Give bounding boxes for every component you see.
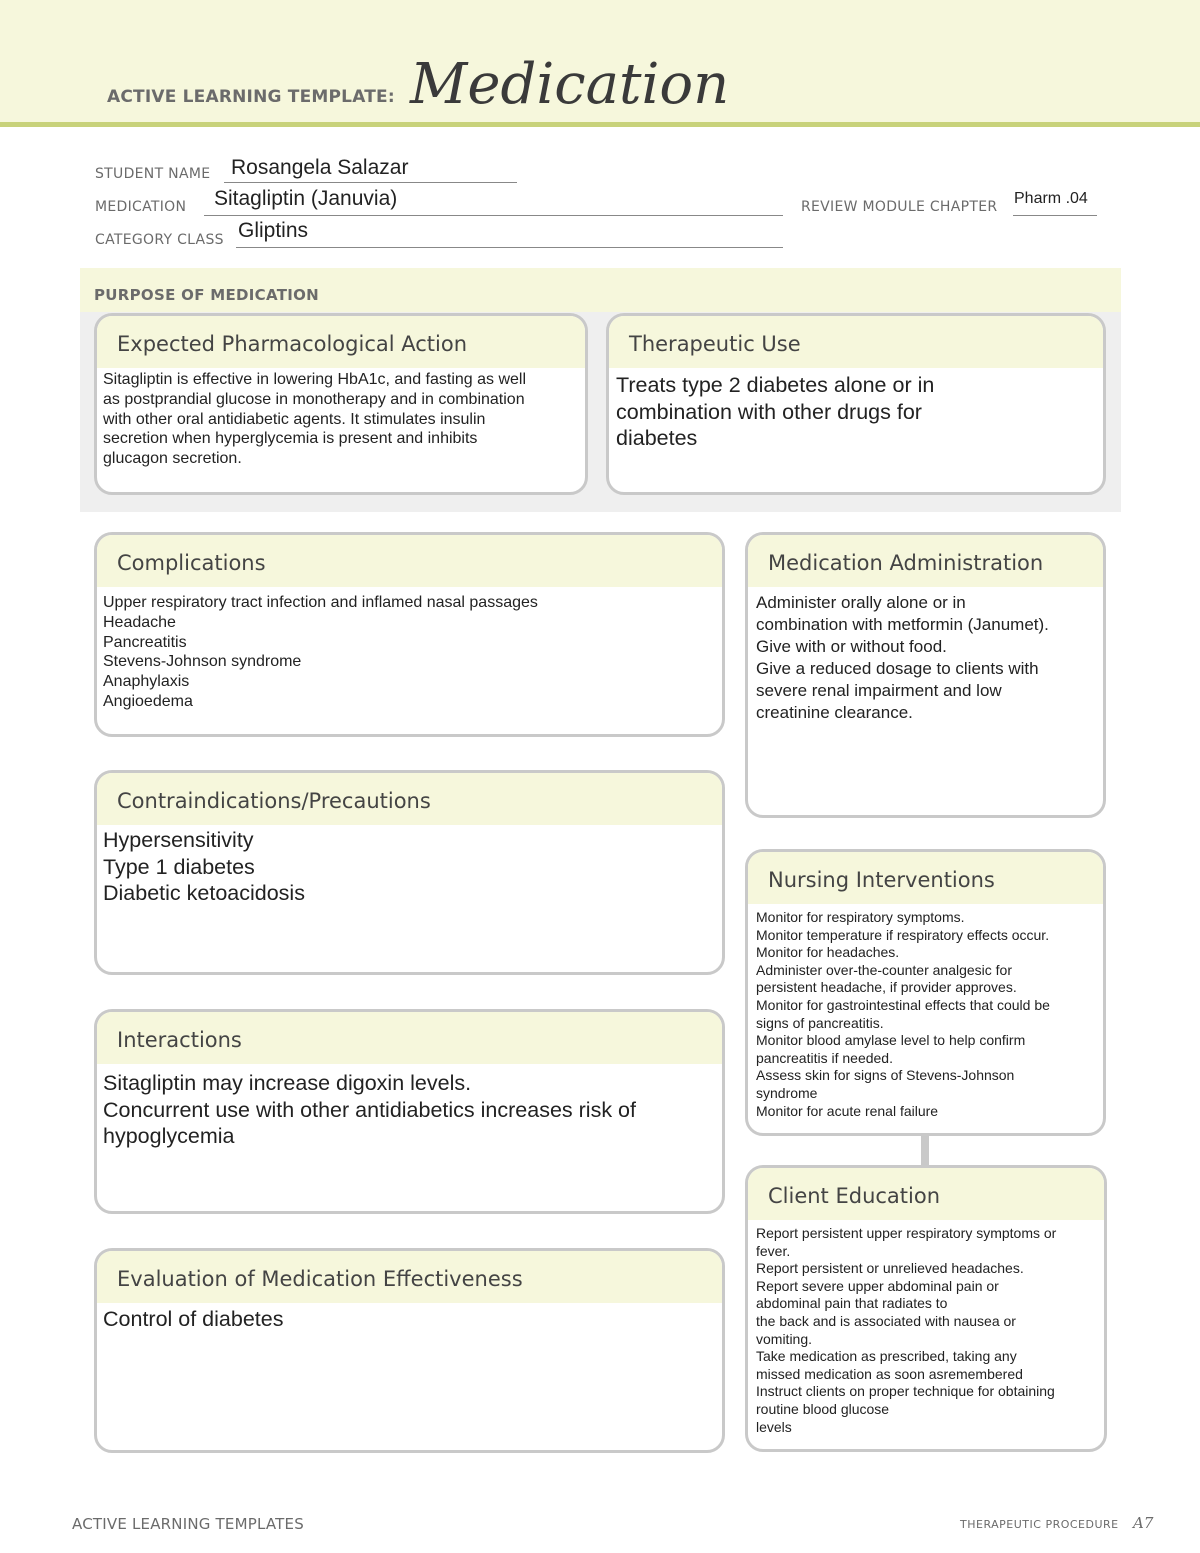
category-class-underline bbox=[236, 247, 783, 248]
expected-action-line: Sitagliptin is effective in lowering HbA1c, and fasting as well bbox=[103, 371, 527, 388]
expected-action-title: Expected Pharmacological Action bbox=[97, 316, 585, 368]
evaluation-title: Evaluation of Medication Effectiveness bbox=[97, 1251, 722, 1303]
nursing-interventions-card bbox=[745, 849, 1106, 1136]
nursing-line: signs of pancreatitis. bbox=[756, 1014, 884, 1031]
expected-action-line: with other oral antidiabetic agents. It stimulates insulin bbox=[103, 410, 486, 428]
category-class-label: CATEGORY CLASS bbox=[95, 232, 224, 248]
complications-line: Pancreatitis bbox=[103, 633, 187, 651]
interactions-line: Sitagliptin may increase digoxin levels. bbox=[103, 1071, 472, 1095]
nursing-line: Administer over-the-counter analgesic for bbox=[756, 961, 1013, 978]
therapeutic-use-line: Treats type 2 diabetes alone or in bbox=[616, 373, 935, 397]
education-line: vomiting. bbox=[756, 1330, 813, 1347]
education-line: Report persistent upper respiratory symptoms or bbox=[756, 1225, 1057, 1241]
medication-underline bbox=[204, 215, 783, 216]
education-line: routine blood glucose bbox=[756, 1400, 890, 1417]
education-line: fever. bbox=[756, 1242, 791, 1259]
expected-action-card bbox=[94, 313, 588, 495]
contraindications-line: Diabetic ketoacidosis bbox=[103, 881, 305, 905]
section-connector bbox=[921, 1134, 929, 1167]
education-line: missed medication as soon asremembered bbox=[756, 1365, 1023, 1382]
education-line: levels bbox=[756, 1418, 792, 1435]
nursing-line: pancreatitis if needed. bbox=[756, 1049, 893, 1066]
therapeutic-use-line: diabetes bbox=[616, 426, 698, 450]
nursing-line: Monitor for headaches. bbox=[756, 944, 900, 961]
header-divider bbox=[0, 122, 1200, 127]
nursing-line: Monitor for gastrointestinal effects that could be bbox=[756, 996, 1050, 1013]
administration-line: severe renal impairment and low bbox=[756, 681, 1002, 700]
education-line: Report severe upper abdominal pain or bbox=[756, 1277, 999, 1294]
medication-label: MEDICATION bbox=[95, 199, 187, 215]
client-education-card bbox=[745, 1165, 1107, 1452]
nursing-line: Monitor blood amylase level to help confirm bbox=[756, 1032, 1026, 1049]
expected-action-line: secretion when hyperglycemia is present and inhibits bbox=[103, 430, 478, 448]
review-module-underline bbox=[1013, 215, 1097, 216]
therapeutic-use-card bbox=[606, 313, 1106, 495]
template-label: ACTIVE LEARNING TEMPLATE: bbox=[107, 87, 395, 107]
purpose-title: PURPOSE OF MEDICATION bbox=[94, 286, 320, 304]
nursing-interventions-text[interactable] bbox=[748, 904, 1103, 1120]
complications-line: Angioedema bbox=[103, 692, 193, 710]
contraindications-title: Contraindications/Precautions bbox=[97, 773, 722, 825]
therapeutic-use-title: Therapeutic Use bbox=[609, 316, 1103, 368]
evaluation-line: Control of diabetes bbox=[103, 1307, 284, 1331]
interactions-line: Concurrent use with other antidiabetics increases risk of bbox=[103, 1097, 636, 1122]
student-name-label: STUDENT NAME bbox=[95, 166, 211, 182]
interactions-title: Interactions bbox=[97, 1012, 722, 1064]
complications-text[interactable] bbox=[97, 587, 722, 712]
student-name-field[interactable]: Rosangela Salazar bbox=[231, 156, 409, 179]
nursing-line: Monitor temperature if respiratory effects occur. bbox=[756, 926, 1050, 943]
interactions-card bbox=[94, 1009, 725, 1214]
student-name-underline bbox=[224, 182, 517, 183]
education-line: Report persistent or unrelieved headaches. bbox=[756, 1260, 1024, 1277]
administration-line: Give a reduced dosage to clients with bbox=[756, 659, 1039, 678]
administration-line: creatinine clearance. bbox=[756, 703, 913, 722]
education-line: Instruct clients on proper technique for obtaining bbox=[756, 1383, 1055, 1400]
therapeutic-use-line: combination with other drugs for bbox=[616, 399, 922, 424]
contraindications-line: Type 1 diabetes bbox=[103, 854, 255, 879]
expected-action-text[interactable] bbox=[97, 368, 585, 469]
evaluation-text[interactable] bbox=[97, 1303, 722, 1333]
expected-action-line: as postprandial glucose in monotherapy and in combination bbox=[103, 390, 525, 408]
complications-line: Stevens-Johnson syndrome bbox=[103, 653, 302, 671]
administration-title: Medication Administration bbox=[748, 535, 1103, 587]
complications-line: Upper respiratory tract infection and inflamed nasal passages bbox=[103, 594, 538, 611]
footer-right: THERAPEUTIC PROCEDURE bbox=[960, 1518, 1119, 1531]
client-education-title: Client Education bbox=[748, 1168, 1104, 1220]
contraindications-text[interactable] bbox=[97, 825, 722, 907]
complications-line: Anaphylaxis bbox=[103, 673, 190, 691]
administration-line: Administer orally alone or in bbox=[756, 593, 966, 612]
administration-line: Give with or without food. bbox=[756, 637, 947, 656]
medication-field[interactable]: Sitagliptin (Januvia) bbox=[214, 187, 398, 210]
template-title: Medication bbox=[410, 52, 730, 117]
expected-action-line: glucagon secretion. bbox=[103, 450, 242, 468]
contraindications-line: Hypersensitivity bbox=[103, 828, 254, 852]
client-education-text[interactable] bbox=[748, 1220, 1104, 1436]
education-line: abdominal pain that radiates to bbox=[756, 1295, 948, 1312]
page-number: A7 bbox=[1133, 1514, 1154, 1532]
therapeutic-use-text[interactable] bbox=[609, 368, 1103, 452]
administration-card bbox=[745, 532, 1106, 818]
nursing-line: Monitor for respiratory symptoms. bbox=[756, 909, 965, 925]
complications-title: Complications bbox=[97, 535, 722, 587]
nursing-line: syndrome bbox=[756, 1084, 818, 1101]
footer-left: ACTIVE LEARNING TEMPLATES bbox=[72, 1515, 304, 1533]
administration-line: combination with metformin (Janumet). bbox=[756, 615, 1049, 634]
complications-card bbox=[94, 532, 725, 737]
complications-line: Headache bbox=[103, 613, 176, 631]
review-module-field[interactable]: Pharm .04 bbox=[1014, 190, 1088, 207]
nursing-line: Assess skin for signs of Stevens-Johnson bbox=[756, 1067, 1015, 1084]
nursing-interventions-title: Nursing Interventions bbox=[748, 852, 1103, 904]
evaluation-card bbox=[94, 1248, 725, 1453]
nursing-line: persistent headache, if provider approves. bbox=[756, 979, 1017, 996]
interactions-line: hypoglycemia bbox=[103, 1124, 235, 1148]
nursing-line: Monitor for acute renal failure bbox=[756, 1102, 939, 1119]
review-module-label: REVIEW MODULE CHAPTER bbox=[801, 199, 998, 215]
interactions-text[interactable] bbox=[97, 1064, 722, 1150]
education-line: the back and is associated with nausea or bbox=[756, 1312, 1016, 1329]
administration-text[interactable] bbox=[748, 587, 1103, 724]
category-class-field[interactable]: Gliptins bbox=[238, 219, 309, 242]
education-line: Take medication as prescribed, taking any bbox=[756, 1348, 1017, 1365]
contraindications-card bbox=[94, 770, 725, 975]
